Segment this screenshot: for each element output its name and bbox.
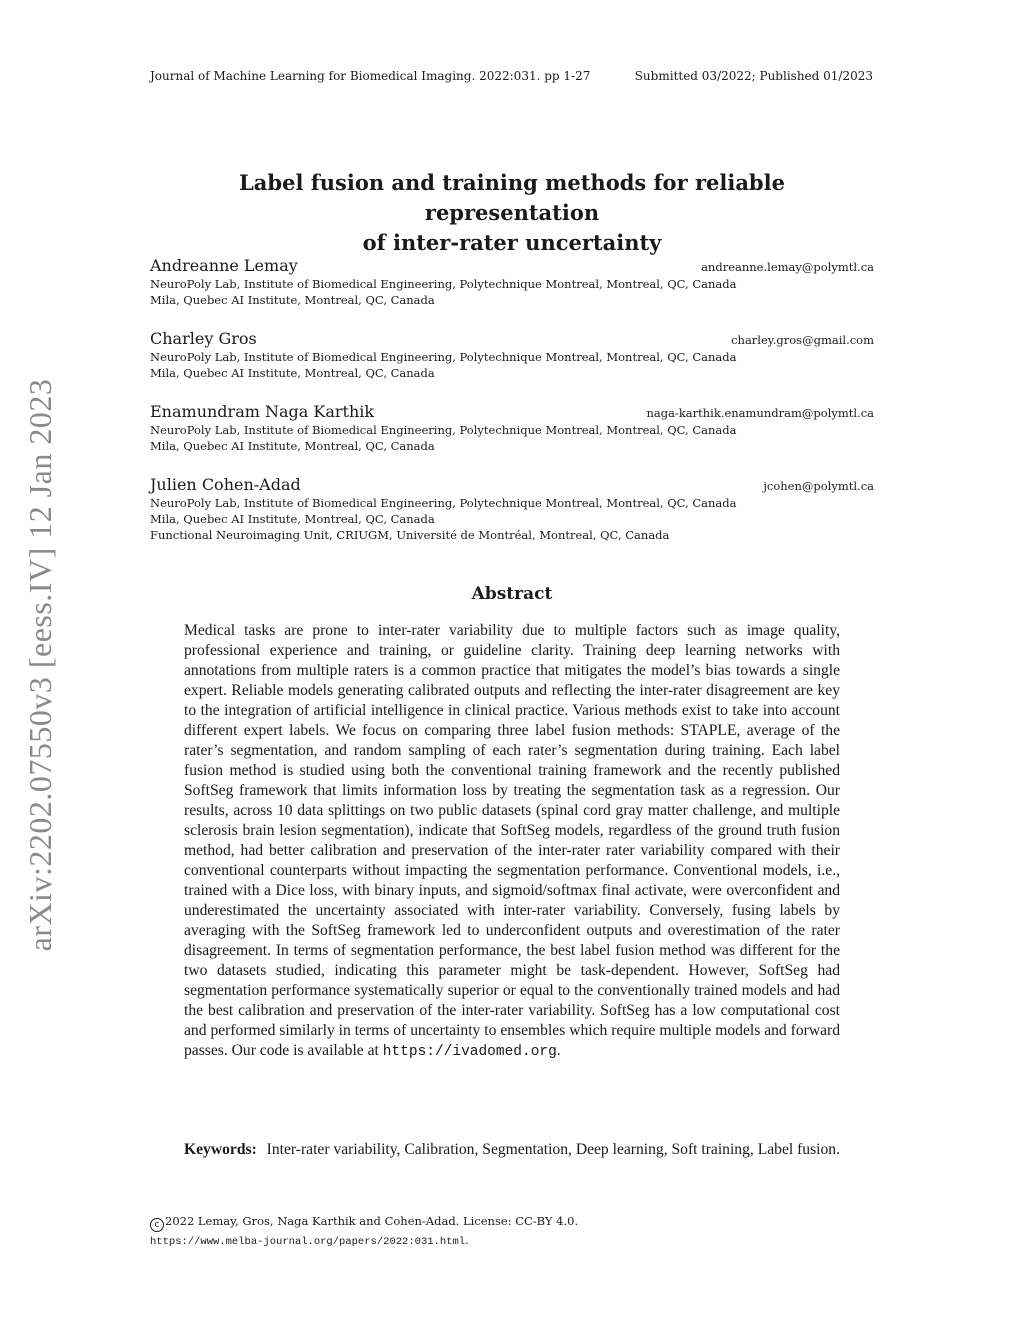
author-affiliation: Functional Neuroimaging Unit, CRIUGM, Université de Montréal, Montreal, QC, Canada [150,528,670,542]
author-affiliation: Mila, Quebec AI Institute, Montreal, QC, Canada [150,366,435,380]
license-line [150,1213,578,1232]
submission-dates: Submitted 03/2022; Published 01/2023 [634,69,873,83]
author-name: Enamundram Naga Karthik [150,402,375,421]
author-affiliation: Mila, Quebec AI Institute, Montreal, QC, Canada [150,439,435,453]
paper-title-line-1: Label fusion and training methods for reliable representation [239,170,785,225]
abstract-heading: Abstract [471,584,553,604]
keywords-text: Inter-rater variability, Calibration, Segmentation, Deep learning, Soft training, Label fusion. [266,1141,840,1158]
abstract-body-text: Medical tasks are prone to inter-rater variability due to multiple factors such as image quality, professional experience and training, or guideline clarity. Training deep learning networks with annotations from multiple raters is a common practice that mitigates the model’s bias towards a single expert. Reliable models generating calibrated outputs and reflecting the inter-rater disagreement are key to the integration of artificial intelligence in clinical practice. Various methods exist to take into account different expert labels. We focus on comparing three label fusion methods: STAPLE, average of the rater’s segmentation, and random sampling of each rater’s segmentation during training. Each label fusion method is studied using both the conventional training framework and the recently published SoftSeg framework that limits information loss by treating the segmentation task as a regression. Our results, across 10 data splittings on two public datasets (spinal cord gray matter challenge, and multiple sclerosis brain lesion segmentation), indicate that SoftSeg models, regardless of the ground truth fusion method, had better calibration and preservation of the inter-rater rater variability compared with their conventional counterparts without impacting the segmentation performance. Conventional models, i.e., trained with a Dice loss, with binary inputs, and sigmoid/softmax final activate, were overconfident and underestimated the uncertainty associated with inter-rater variability. Conversely, fusing labels by averaging with the SoftSeg framework led to underconfident outputs and overestimation of the rater disagreement. In terms of segmentation performance, the best label fusion method was different for the two datasets studied, indicating this parameter might be task-dependent. However, SoftSeg had segmentation performance systematically superior or equal to the conventionally trained models and had the best calibration and preservation of the inter-rater variability. SoftSeg has a low computational cost and performed similarly in terms of uncertainty to ensembles which require multiple models and forward passes. Our code is available at [184,622,840,1059]
author-block-4 [150,475,874,543]
paper-title-line-2: of inter-rater uncertainty [362,230,662,255]
author-block-3 [150,402,874,454]
keywords-section [184,1140,840,1160]
abstract-text [184,621,840,1062]
keywords-label: Keywords: [184,1141,257,1158]
author-email[interactable]: charley.gros@gmail.com [731,333,874,347]
footer [150,1213,578,1251]
author-name: Andreanne Lemay [150,256,298,275]
paper-url-line [150,1232,578,1251]
paper-url-end: . [465,1233,469,1247]
author-affiliation: NeuroPoly Lab, Institute of Biomedical Engineering, Polytechnique Montreal, Montreal, QC, Canada [150,496,737,510]
code-link[interactable]: https://ivadomed.org [382,1044,557,1060]
copyright-icon: c [150,1218,164,1232]
abstract-end-period: . [556,1042,561,1059]
author-affiliation: NeuroPoly Lab, Institute of Biomedical Engineering, Polytechnique Montreal, Montreal, QC, Canada [150,277,737,291]
author-name: Julien Cohen-Adad [150,475,301,494]
author-block-2 [150,329,874,381]
license-text: 2022 Lemay, Gros, Naga Karthik and Cohen-Adad. License: CC-BY 4.0. [165,1214,579,1228]
author-email[interactable]: andreanne.lemay@polymtl.ca [701,260,874,274]
author-block-1 [150,256,874,308]
author-affiliation: NeuroPoly Lab, Institute of Biomedical Engineering, Polytechnique Montreal, Montreal, QC, Canada [150,423,737,437]
author-affiliation: Mila, Quebec AI Institute, Montreal, QC, Canada [150,512,435,526]
author-email[interactable]: jcohen@polymtl.ca [763,479,874,493]
author-affiliation: NeuroPoly Lab, Institute of Biomedical Engineering, Polytechnique Montreal, Montreal, QC, Canada [150,350,737,364]
paper-title [150,168,874,258]
journal-header: Journal of Machine Learning for Biomedical Imaging. 2022:031. pp 1-27 [150,69,591,83]
author-name: Charley Gros [150,329,257,348]
author-affiliation: Mila, Quebec AI Institute, Montreal, QC, Canada [150,293,435,307]
paper-url-link[interactable]: https://www.melba-journal.org/papers/2022:031.html [150,1236,466,1248]
arxiv-identifier-stamp: arXiv:2202.07550v3 [eess.IV] 12 Jan 2023 [22,378,58,952]
author-email[interactable]: naga-karthik.enamundram@polymtl.ca [646,406,874,420]
